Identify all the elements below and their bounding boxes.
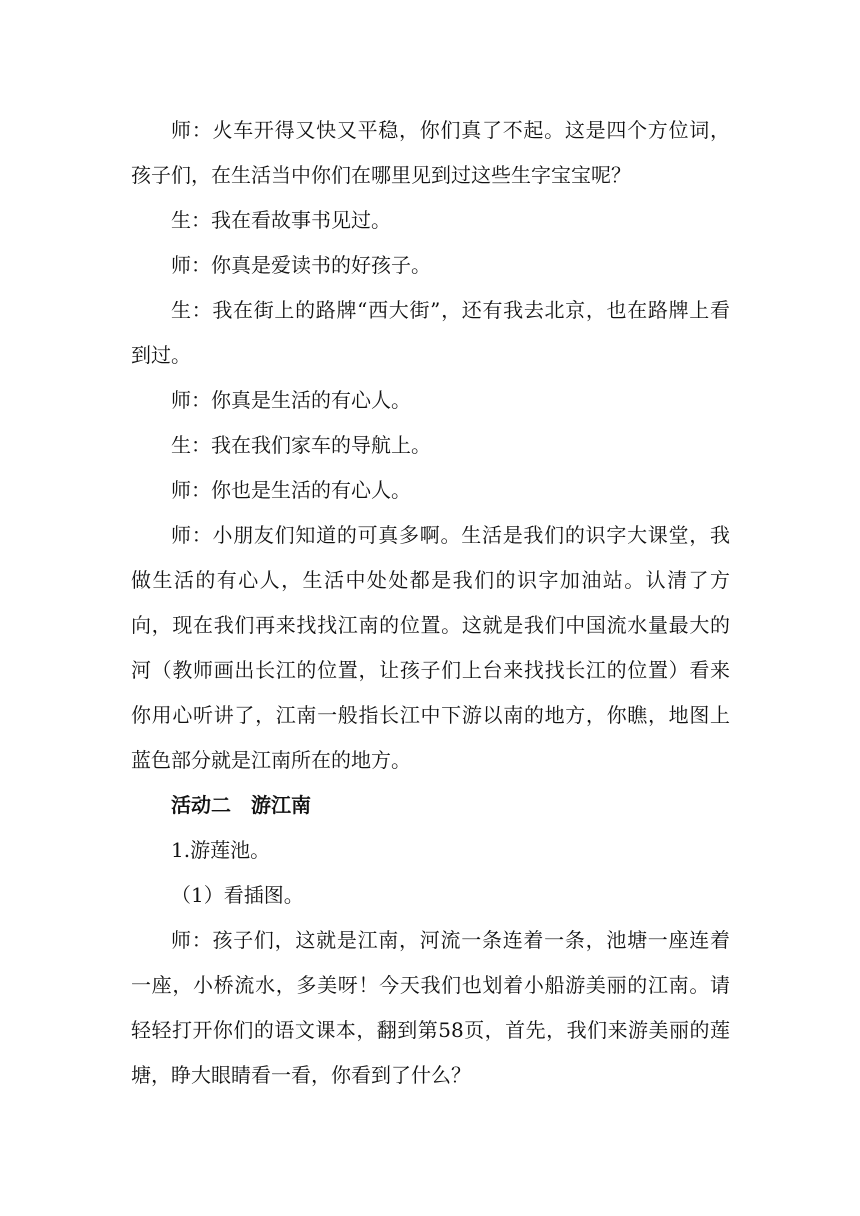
paragraph-teacher-good-reader: 师：你真是爱读书的好孩子。 [171, 253, 431, 277]
document-body [131, 108, 730, 1098]
paragraph-student-car-navigation: 生：我在我们家车的导航上。 [171, 433, 431, 457]
paragraph-teacher-direction-words: 师：火车开得又快又平稳，你们真了不起。这是四个方位词，孩子们，在生活当中你们在哪里见到过这些生字宝宝呢？ [131, 118, 730, 187]
paragraph-teacher-also-attentive: 师：你也是生活的有心人。 [171, 478, 411, 502]
subheading-lotus-pond: 1.游莲池。 [171, 838, 271, 862]
section-heading-activity-two: 活动二 游江南 [171, 793, 311, 817]
paragraph-teacher-jiangnan-location: 师：小朋友们知道的可真多啊。生活是我们的识字大课堂，我做生活的有心人，生活中处处都是我们的识字加油站。认清了方向，现在我们再来找找江南的位置。这就是我们中国流水量最大的河（教师画出长江的位置，让孩子们上台来找找长江的位置）看来你用心听讲了，江南一般指长江中下游以南的地方，你瞧，地图上蓝色部分就是江南所在的地方。 [131, 523, 730, 772]
paragraph-teacher-attentive-person: 师：你真是生活的有心人。 [171, 388, 411, 412]
paragraph-student-storybook: 生：我在看故事书见过。 [171, 208, 391, 232]
subheading-look-illustration: （1）看插图。 [171, 883, 304, 907]
paragraph-student-street-sign: 生：我在街上的路牌“西大街”，还有我去北京，也在路牌上看到过。 [131, 298, 730, 367]
paragraph-teacher-jiangnan-scenery: 师：孩子们，这就是江南，河流一条连着一条，池塘一座连着一座，小桥流水，多美呀！今天我们也划着小船游美丽的江南。请轻轻打开你们的语文课本，翻到第58页，首先，我们来游美丽的莲塘，睁大眼睛看一看，你看到了什么？ [131, 928, 730, 1087]
